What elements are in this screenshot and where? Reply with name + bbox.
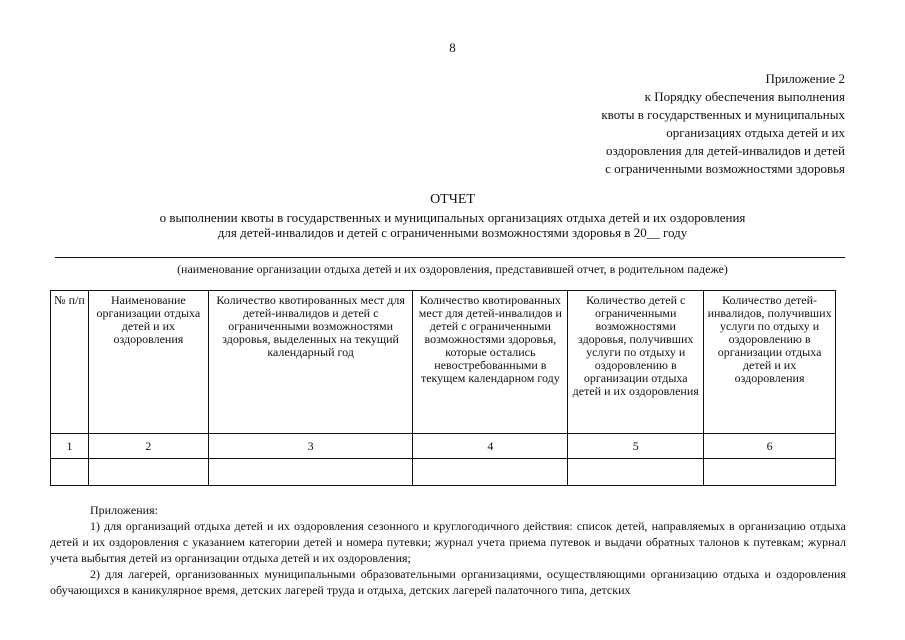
header-cell-children-disabled: Количество детей-инвалидов, получивших услуги по отдыху и оздоровлению в организации отдыха детей и их оздоровления — [704, 291, 836, 434]
empty-cell[interactable] — [413, 459, 568, 486]
appendix-line: квоты в государственных и муниципальных — [601, 107, 845, 122]
appendix-line: организациях отдыха детей и их — [666, 125, 845, 140]
header-cell-number: № п/п — [51, 291, 89, 434]
column-number-cell: 6 — [704, 434, 836, 459]
header-cell-quota-allocated: Количество квотированных мест для детей-инвалидов и детей с ограниченными возможностями здоровья, выделенных на текущий календарный год — [208, 291, 413, 434]
table-number-row — [51, 434, 836, 459]
empty-cell[interactable] — [208, 459, 413, 486]
subtitle-line: о выполнении квоты в государственных и муниципальных организациях отдыха детей и их оздоровления — [159, 210, 746, 225]
notes-label: Приложения: — [90, 503, 158, 517]
organization-name-line — [55, 257, 845, 258]
table-row — [51, 459, 836, 486]
organization-name-hint: (наименование организации отдыха детей и их оздоровления, представившей отчет, в родительном падеже) — [177, 262, 728, 276]
report-title: ОТЧЕТ — [430, 192, 475, 207]
header-cell-organization: Наименование организации отдыха детей и их оздоровления — [88, 291, 208, 434]
column-number-cell: 1 — [51, 434, 89, 459]
appendix-line: с ограниченными возможностями здоровья — [605, 161, 845, 176]
empty-cell[interactable] — [568, 459, 704, 486]
report-table — [50, 290, 836, 486]
notes-item: 1) для организаций отдыха детей и их оздоровления сезонного и круглогодичного действия: список детей, направляемых в организацию отдыха детей и их оздоровления с указанием категории детей и номера путевки; журнал учета приема путевок и выдачи обратных талонов к путевкам; журнал учета выбытия детей из организации отдыха детей и их оздоровления; — [50, 519, 846, 565]
report-subtitle — [0, 210, 905, 240]
subtitle-line: для детей-инвалидов и детей с ограниченными возможностями здоровья в 20__ году — [217, 225, 688, 240]
empty-cell[interactable] — [51, 459, 89, 486]
appendix-line: оздоровления для детей-инвалидов и детей — [605, 143, 845, 158]
table-header-row — [51, 291, 836, 434]
header-cell-children-limited-health: Количество детей с ограниченными возможностями здоровья, получивших услуги по отдыху и оздоровлению в организации отдыха детей и их оздоровления — [568, 291, 704, 434]
notes-section — [50, 502, 846, 598]
appendix-line: Приложение 2 — [765, 71, 845, 86]
appendix-line: к Порядку обеспечения выполнения — [644, 89, 845, 104]
column-number-cell: 2 — [88, 434, 208, 459]
column-number-cell: 5 — [568, 434, 704, 459]
empty-cell[interactable] — [88, 459, 208, 486]
appendix-block — [545, 70, 845, 178]
header-cell-quota-unclaimed: Количество квотированных мест для детей-инвалидов и детей с ограниченными возможностями здоровья, которые остались невостребованными в текущем календарном году — [413, 291, 568, 434]
page-number: 8 — [449, 40, 456, 55]
empty-cell[interactable] — [704, 459, 836, 486]
column-number-cell: 4 — [413, 434, 568, 459]
column-number-cell: 3 — [208, 434, 413, 459]
notes-item: 2) для лагерей, организованных муниципальными образовательными организациями, осуществляющими организацию отдыха и оздоровления обучающихся в каникулярное время, детских лагерей труда и отдыха, детских лагерей палаточного типа, детских — [50, 567, 846, 597]
